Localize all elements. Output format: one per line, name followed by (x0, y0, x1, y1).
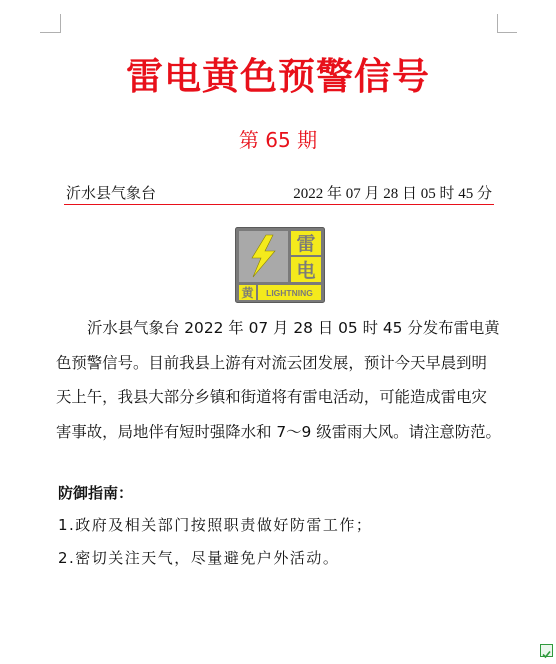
header-divider (64, 204, 494, 205)
signal-english-label: LIGHTNING (266, 288, 313, 298)
signal-char-dian: 电 (296, 260, 316, 282)
guide-item: 2.密切关注天气，尽量避免户外活动。 (58, 549, 340, 567)
signal-char-lei: 雷 (296, 233, 316, 255)
defense-guide-heading: 防御指南： (58, 484, 134, 502)
crop-mark (497, 14, 498, 33)
lightning-yellow-signal-icon (235, 227, 325, 303)
warning-paragraph: 沂水县气象台 2022 年 07 月 28 日 05 时 45 分发布雷电黄色预警信号。目前我县上游有对流云团发展，预计今天早晨到明天上午，我县大部分乡镇和街道将有雷电活动，可能造成雷电灾害事故，局地伴有短时强降水和 7～9 级雷雨大风。请注意防范。 (56, 319, 501, 441)
crop-mark (40, 32, 60, 33)
guide-item: 1.政府及相关部门按照职责做好防雷工作； (58, 516, 373, 534)
issuer-row (62, 182, 494, 204)
status-check-icon (540, 644, 553, 657)
issue-number: 第 65 期 (238, 128, 318, 152)
warning-title: 雷电黄色预警信号 (126, 55, 430, 98)
issuing-office: 沂水县气象台 (66, 186, 157, 202)
crop-mark (497, 32, 517, 33)
signal-char-huang: 黄 (241, 286, 254, 300)
issue-time: 2022 年 07 月 28 日 05 时 45 分 (293, 186, 492, 202)
crop-mark (60, 14, 61, 33)
